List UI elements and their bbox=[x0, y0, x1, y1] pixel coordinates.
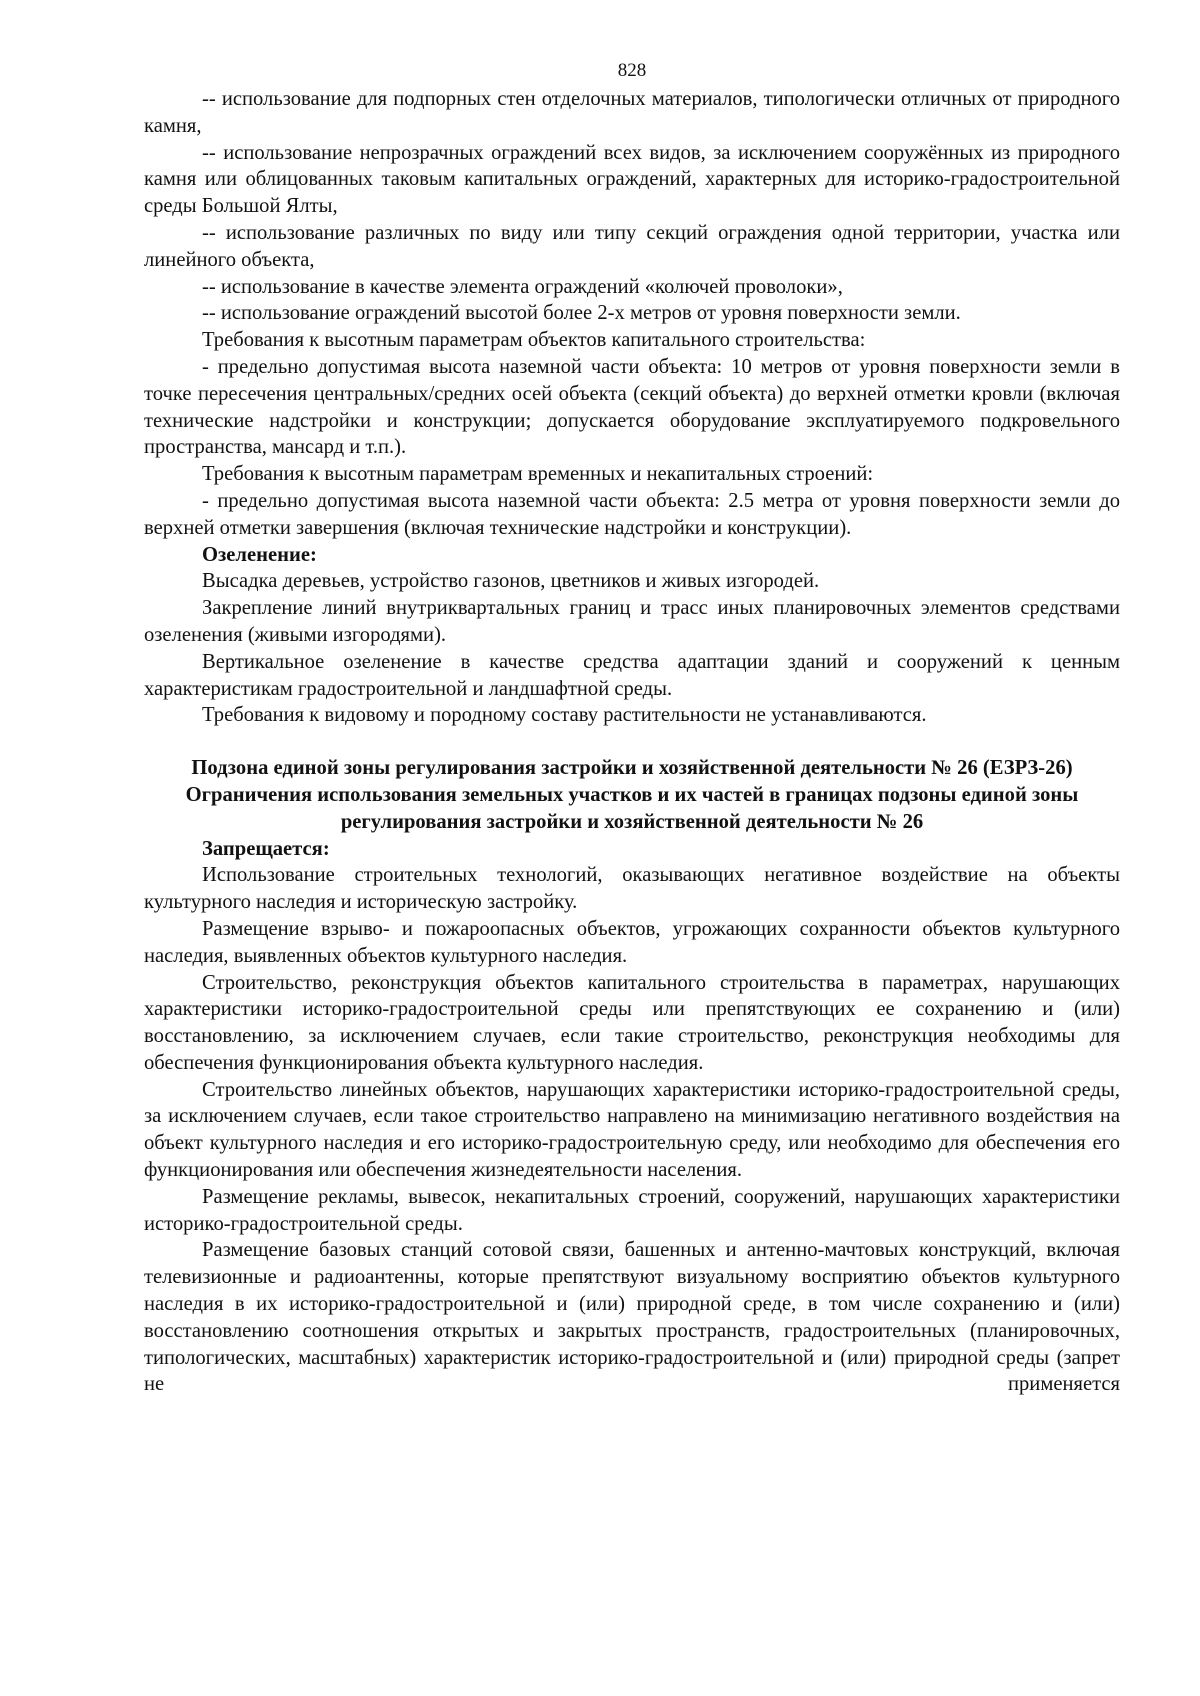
paragraph: Требования к высотным параметрам временных и некапитальных строений: bbox=[202, 463, 874, 486]
bullet-item: -- использование непрозрачных ограждений всех видов, за исключением сооружённых из природного камня или облицованных таковым капитальных ограждений, характерных для историко-градостроительной среды Большой Ялты, bbox=[144, 141, 1120, 218]
bullet-item: -- использование в качестве элемента ограждений «колючей проволоки», bbox=[202, 275, 843, 298]
paragraph: Размещение взрыво- и пожароопасных объектов, угрожающих сохранности объектов культурного наследия, выявленных объектов культурного наследия. bbox=[144, 917, 1120, 967]
zone-section bbox=[144, 755, 1120, 862]
section-subtitle: Ограничения использования земельных участков и их частей в границах подзоны единой зоны регулирования застройки и хозяйственной деятельности № 26 bbox=[185, 783, 1079, 833]
bullet-item: -- использование различных по виду или типу секций ограждения одной территории, участка или линейного объекта, bbox=[144, 221, 1120, 271]
prohibitions-block bbox=[144, 862, 1120, 1398]
bullet-item: -- использование ограждений высотой более 2-х метров от уровня поверхности земли. bbox=[202, 302, 961, 325]
paragraph: Требования к высотным параметрам объектов капитального строительства: bbox=[202, 329, 866, 352]
page-number: 828 bbox=[617, 60, 647, 81]
paragraph: Строительство линейных объектов, нарушающих характеристики историко-градостроительной среды, за исключением случаев, если такое строительство направлено на минимизацию негативного воздействия на объект культурного наследия и его историко-градостроительную среду, или необходимо для обеспечения его функционирования или обеспечения жизнедеятельности населения. bbox=[144, 1078, 1120, 1182]
prohibited-label: Запрещается: bbox=[202, 837, 330, 860]
paragraph: Закрепление линий внутриквартальных границ и трасс иных планировочных элементов средствами озеленения (живыми изгородями). bbox=[144, 597, 1120, 646]
paragraph: Размещение рекламы, вывесок, некапитальных строений, сооружений, нарушающих характеристики историко-градостроительной среды. bbox=[144, 1185, 1120, 1235]
paragraph: Высадка деревьев, устройство газонов, цветников и живых изгородей. bbox=[202, 570, 820, 593]
paragraph: - предельно допустимая высота наземной части объекта: 2.5 метра от уровня поверхности земли до верхней отметки завершения (включая технические надстройки и конструкции). bbox=[144, 489, 1120, 539]
paragraph: - предельно допустимая высота наземной части объекта: 10 метров от уровня поверхности земли в точке пересечения центральных/средних осей объекта (секций объекта) до верхней отметки кровли (включая технические надстройки и конструкции; допускается оборудование эксплуатируемого подкровельного пространства, мансард и т.п.). bbox=[144, 355, 1120, 459]
paragraph: Требования к видовому и породному составу растительности не устанавливаются. bbox=[202, 704, 927, 727]
sub-heading: Озеленение: bbox=[202, 543, 317, 566]
restrictions-block bbox=[144, 86, 1120, 729]
section-title: Подзона единой зоны регулирования застройки и хозяйственной деятельности № 26 (ЕЗРЗ-26) bbox=[191, 757, 1073, 780]
bullet-item: -- использование для подпорных стен отделочных материалов, типологически отличных от природного камня, bbox=[144, 88, 1120, 137]
paragraph: Вертикальное озеленение в качестве средства адаптации зданий и сооружений к ценным характеристикам градостроительной и ландшафтной среды. bbox=[144, 650, 1120, 700]
paragraph: Размещение базовых станций сотовой связи, башенных и антенно-мачтовых конструкций, включая телевизионные и радиоантенны, которые препятствуют визуальному восприятию объектов культурного наследия в их историко-градостроительной и (или) природной среде, в том числе сохранению и (или) восстановлению соотношения открытых и закрытых пространств, градостроительных (планировочных, типологических, масштабных) характеристик историко-градостроительной и (или) природной среды (запрет не применяется bbox=[144, 1239, 1120, 1396]
section-gap bbox=[144, 729, 1120, 755]
document-page bbox=[144, 58, 1120, 1398]
paragraph: Использование строительных технологий, оказывающих негативное воздействие на объекты культурного наследия и историческую застройку. bbox=[144, 864, 1120, 914]
paragraph: Строительство, реконструкция объектов капитального строительства в параметрах, нарушающих характеристики историко-градостроительной среды или препятствующих ее сохранению и (или) восстановлению, за исключением случаев, если такие строительство, реконструкция необходимы для обеспечения функционирования объекта культурного наследия. bbox=[144, 971, 1120, 1074]
